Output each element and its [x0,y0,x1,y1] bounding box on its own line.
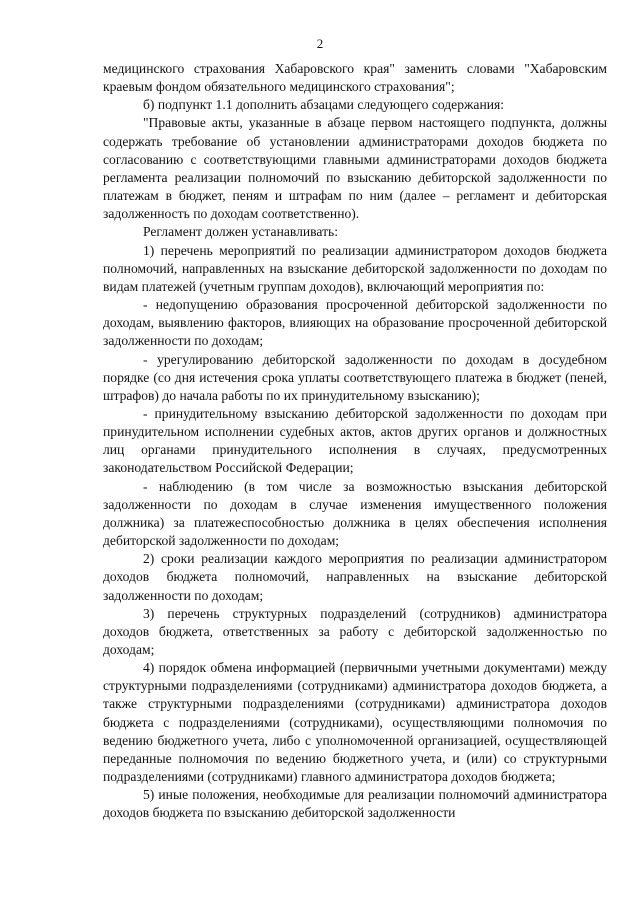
paragraph: 2) сроки реализации каждого мероприятия по реализации администратором доходов бюджета полномочий, направленных на взыскание дебиторской задолженности по доходам; [103,551,607,603]
paragraph: Регламент должен устанавливать: [143,224,339,240]
paragraph: 5) иные положения, необходимые для реализации полномочий администратора доходов бюджета по взысканию дебиторской задолженности [103,787,607,821]
document-body [103,60,607,823]
paragraph: б) подпункт 1.1 дополнить абзацами следующего содержания: [143,97,505,113]
paragraph: медицинского страхования Хабаровского края" заменить словами "Хабаровским краевым фондом обязательного медицинского страхования"; [103,61,607,95]
paragraph: 3) перечень структурных подразделений (сотрудников) администратора доходов бюджета, ответственных за работу с дебиторской задолженностью по доходам; [103,605,607,657]
paragraph: 1) перечень мероприятий по реализации администратором доходов бюджета полномочий, направленных на взыскание дебиторской задолженности по доходам по видам платежей (учетным группам доходов), включающий мероприятия по: [103,242,607,294]
paragraph: "Правовые акты, указанные в абзаце первом настоящего подпункта, должны содержать требование об установлении администраторами доходов бюджета по согласованию с соответствующими главными администраторами доходов бюджета регламента реализации полномочий по взысканию дебиторской задолженности по платежам в бюджет, пеням и штрафам по ним (далее – регламент и дебиторская задолженность по доходам соответственно). [103,115,607,222]
paragraph: - принудительному взысканию дебиторской задолженности по доходам при принудительном исполнении судебных актов, актов других органов и должностных лиц органами принудительного исполнения в случаях, предусмотренных законодательством Российской Федерации; [103,405,607,476]
paragraph: - недопущению образования просроченной дебиторской задолженности по доходам, выявлению факторов, влияющих на образование просроченной дебиторской задолженности по доходам; [103,297,607,349]
paragraph: - наблюдению (в том числе за возможностью взыскания дебиторской задолженности по доходам в случае изменения имущественного положения должника) за платежеспособностью должника в целях обеспечения исполнения дебиторской задолженности по доходам; [103,478,607,549]
paragraph: 4) порядок обмена информацией (первичными учетными документами) между структурными подразделениями (сотрудниками) администратора доходов бюджета, а также структурными подразделениями (сотрудниками) администратора доходов бюджета с подразделениями (сотрудниками), осуществляющими полномочия по ведению бюджетного учета, либо с уполномоченной организацией, осуществляющей переданные полномочия по ведению бюджетного учета, и (или) со структурными подразделениями (сотрудниками) главного администратора доходов бюджета; [103,660,607,785]
page-number: 2 [316,36,324,51]
paragraph: - урегулированию дебиторской задолженности по доходам в досудебном порядке (со дня истечения срока уплаты соответствующего платежа в бюджет (пеней, штрафов) до начала работы по их принудительному взысканию); [103,351,607,403]
